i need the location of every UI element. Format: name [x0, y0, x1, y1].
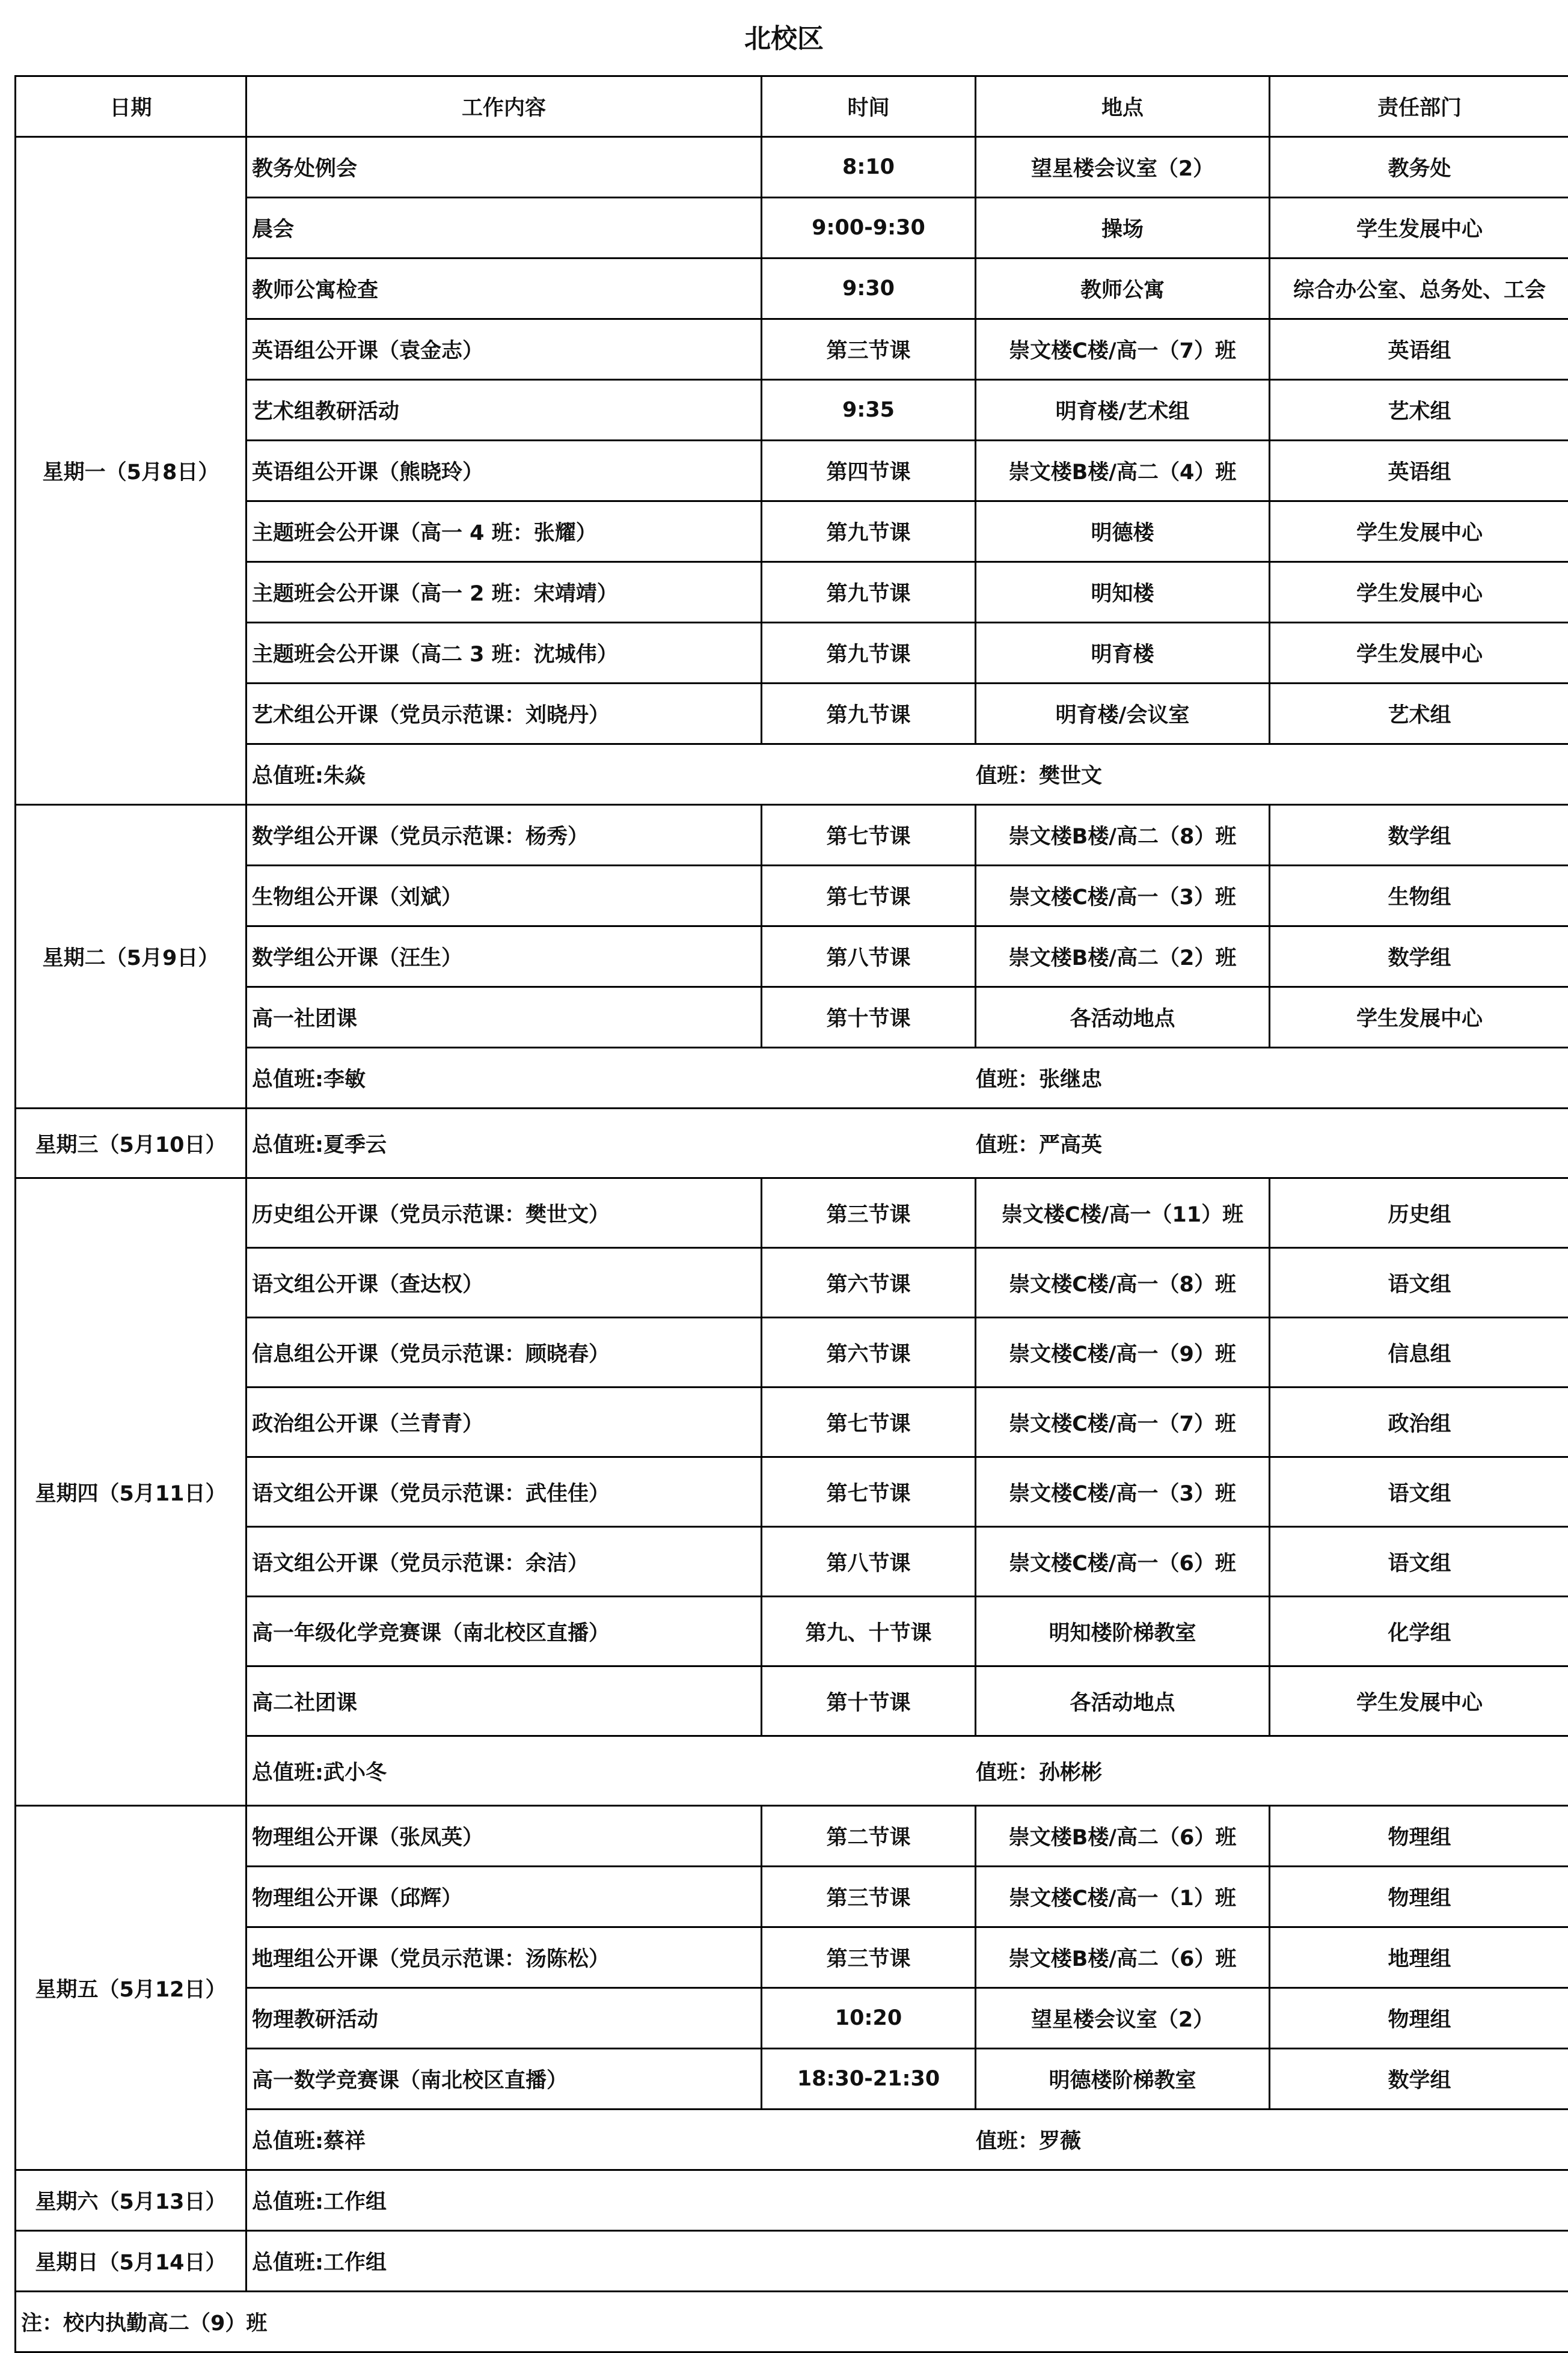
duty-cell [247, 1048, 1568, 1109]
duty-total: 总值班:李敏 [252, 1063, 976, 1093]
event-place: 崇文楼C楼/高一（9）班 [976, 1318, 1270, 1388]
event-dept: 数学组 [1270, 2049, 1568, 2110]
event-dept: 化学组 [1270, 1597, 1568, 1666]
table-row [16, 1318, 1568, 1388]
event-content: 物理组公开课（邱辉） [247, 1867, 762, 1927]
duty-total: 总值班:工作组 [252, 2246, 976, 2276]
event-place: 崇文楼C楼/高一（11）班 [976, 1178, 1270, 1248]
event-place: 崇文楼B楼/高二（6）班 [976, 1806, 1270, 1867]
event-content: 信息组公开课（党员示范课：顾晓春） [247, 1318, 762, 1388]
table-row [16, 1527, 1568, 1597]
event-time: 第七节课 [762, 866, 976, 926]
event-time: 第七节课 [762, 1388, 976, 1457]
event-content: 高一年级化学竞赛课（南北校区直播） [247, 1597, 762, 1666]
table-row [16, 987, 1568, 1048]
event-place: 各活动地点 [976, 1666, 1270, 1736]
event-dept: 综合办公室、总务处、工会 [1270, 259, 1568, 319]
event-place: 望星楼会议室（2） [976, 137, 1270, 198]
note-text: 注：校内执勤高二（9）班 [16, 2292, 1568, 2352]
duty-total: 总值班:蔡祥 [252, 2125, 976, 2155]
duty-row [16, 2231, 1568, 2292]
event-content: 教师公寓检查 [247, 259, 762, 319]
table-row [16, 805, 1568, 866]
event-time: 第九节课 [762, 501, 976, 562]
event-place: 明育楼 [976, 623, 1270, 684]
table-row [16, 259, 1568, 319]
event-content: 晨会 [247, 198, 762, 259]
header-content: 工作内容 [247, 76, 762, 137]
event-time: 18:30-21:30 [762, 2049, 976, 2110]
event-time: 第八节课 [762, 926, 976, 987]
event-place: 崇文楼C楼/高一（7）班 [976, 319, 1270, 380]
event-place: 教师公寓 [976, 259, 1270, 319]
event-place: 明知楼阶梯教室 [976, 1597, 1270, 1666]
event-place: 崇文楼C楼/高一（3）班 [976, 1457, 1270, 1527]
event-dept: 生物组 [1270, 866, 1568, 926]
event-dept: 数学组 [1270, 805, 1568, 866]
event-time: 第四节课 [762, 441, 976, 501]
event-time: 9:30 [762, 259, 976, 319]
event-place: 明德楼阶梯教室 [976, 2049, 1270, 2110]
table-row [16, 1597, 1568, 1666]
table-row [16, 623, 1568, 684]
duty-wrap [252, 2125, 1564, 2155]
event-place: 崇文楼B楼/高二（4）班 [976, 441, 1270, 501]
event-place: 崇文楼B楼/高二（8）班 [976, 805, 1270, 866]
event-dept: 地理组 [1270, 1927, 1568, 1988]
event-place: 崇文楼B楼/高二（2）班 [976, 926, 1270, 987]
table-row [16, 1927, 1568, 1988]
event-content: 主题班会公开课（高二 3 班：沈城伟） [247, 623, 762, 684]
event-time: 第三节课 [762, 1178, 976, 1248]
table-row [16, 1806, 1568, 1867]
event-content: 英语组公开课（袁金志） [247, 319, 762, 380]
event-time: 10:20 [762, 1988, 976, 2049]
day-label: 星期三（5月10日） [16, 1109, 247, 1178]
duty-person: 值班：严高英 [976, 1128, 1102, 1158]
event-dept: 学生发展中心 [1270, 623, 1568, 684]
event-content: 艺术组教研活动 [247, 380, 762, 441]
header-dept: 责任部门 [1270, 76, 1568, 137]
event-dept: 数学组 [1270, 926, 1568, 987]
event-time: 第九节课 [762, 684, 976, 744]
event-dept: 物理组 [1270, 1867, 1568, 1927]
event-content: 历史组公开课（党员示范课：樊世文） [247, 1178, 762, 1248]
event-content: 语文组公开课（党员示范课：余洁） [247, 1527, 762, 1597]
event-content: 艺术组公开课（党员示范课：刘晓丹） [247, 684, 762, 744]
event-time: 第十节课 [762, 1666, 976, 1736]
event-time: 第七节课 [762, 805, 976, 866]
event-dept: 信息组 [1270, 1318, 1568, 1388]
event-content: 地理组公开课（党员示范课：汤陈松） [247, 1927, 762, 1988]
table-row [16, 1867, 1568, 1927]
header-time: 时间 [762, 76, 976, 137]
table-row [16, 319, 1568, 380]
duty-wrap [252, 1756, 1564, 1786]
duty-cell [247, 2170, 1568, 2231]
table-row [16, 926, 1568, 987]
duty-wrap [252, 2246, 1564, 2276]
event-place: 崇文楼C楼/高一（7）班 [976, 1388, 1270, 1457]
event-place: 各活动地点 [976, 987, 1270, 1048]
duty-cell [247, 1736, 1568, 1806]
duty-cell [247, 2110, 1568, 2170]
duty-person: 值班：樊世文 [976, 759, 1102, 789]
event-place: 明育楼/会议室 [976, 684, 1270, 744]
event-dept: 物理组 [1270, 1806, 1568, 1867]
event-dept: 英语组 [1270, 319, 1568, 380]
duty-row [16, 2110, 1568, 2170]
event-dept: 语文组 [1270, 1527, 1568, 1597]
duty-total: 总值班:朱焱 [252, 759, 976, 789]
duty-total: 总值班:武小冬 [252, 1756, 976, 1786]
event-dept: 历史组 [1270, 1178, 1568, 1248]
table-row [16, 866, 1568, 926]
header-row [16, 76, 1568, 137]
event-place: 望星楼会议室（2） [976, 1988, 1270, 2049]
event-dept: 学生发展中心 [1270, 987, 1568, 1048]
event-content: 主题班会公开课（高一 4 班：张耀） [247, 501, 762, 562]
event-content: 英语组公开课（熊晓玲） [247, 441, 762, 501]
event-time: 9:35 [762, 380, 976, 441]
duty-wrap [252, 1128, 1564, 1158]
day-label: 星期六（5月13日） [16, 2170, 247, 2231]
table-row [16, 380, 1568, 441]
event-content: 高一社团课 [247, 987, 762, 1048]
day-label: 星期四（5月11日） [16, 1178, 247, 1806]
table-row [16, 1666, 1568, 1736]
duty-person: 值班：罗薇 [976, 2125, 1081, 2155]
event-content: 高一数学竞赛课（南北校区直播） [247, 2049, 762, 2110]
duty-wrap [252, 2185, 1564, 2215]
event-content: 生物组公开课（刘斌） [247, 866, 762, 926]
event-time: 第九节课 [762, 562, 976, 623]
day-label: 星期五（5月12日） [16, 1806, 247, 2170]
table-row [16, 198, 1568, 259]
event-content: 物理组公开课（张凤英） [247, 1806, 762, 1867]
event-place: 崇文楼C楼/高一（3）班 [976, 866, 1270, 926]
duty-row [16, 744, 1568, 805]
event-place: 崇文楼C楼/高一（8）班 [976, 1248, 1270, 1318]
event-time: 9:00-9:30 [762, 198, 976, 259]
event-time: 第八节课 [762, 1527, 976, 1597]
event-time: 第二节课 [762, 1806, 976, 1867]
schedule-table [14, 75, 1568, 2353]
event-time: 第三节课 [762, 1867, 976, 1927]
event-dept: 学生发展中心 [1270, 1666, 1568, 1736]
event-time: 第三节课 [762, 1927, 976, 1988]
table-row [16, 1457, 1568, 1527]
duty-person: 值班：孙彬彬 [976, 1756, 1102, 1786]
table-row [16, 2049, 1568, 2110]
duty-cell [247, 2231, 1568, 2292]
table-row [16, 501, 1568, 562]
event-time: 第六节课 [762, 1248, 976, 1318]
event-place: 崇文楼C楼/高一（6）班 [976, 1527, 1270, 1597]
table-row [16, 1988, 1568, 2049]
event-dept: 艺术组 [1270, 684, 1568, 744]
event-time: 8:10 [762, 137, 976, 198]
event-dept: 教务处 [1270, 137, 1568, 198]
table-row [16, 1178, 1568, 1248]
event-content: 教务处例会 [247, 137, 762, 198]
schedule-body [16, 137, 1568, 2352]
header-date: 日期 [16, 76, 247, 137]
event-time: 第九节课 [762, 623, 976, 684]
duty-row [16, 2170, 1568, 2231]
event-time: 第九、十节课 [762, 1597, 976, 1666]
table-row [16, 1248, 1568, 1318]
event-content: 主题班会公开课（高一 2 班：宋靖靖） [247, 562, 762, 623]
event-content: 语文组公开课（查达权） [247, 1248, 762, 1318]
event-place: 崇文楼C楼/高一（1）班 [976, 1867, 1270, 1927]
duty-total: 总值班:工作组 [252, 2185, 976, 2215]
duty-row [16, 1736, 1568, 1806]
event-dept: 语文组 [1270, 1248, 1568, 1318]
event-place: 明育楼/艺术组 [976, 380, 1270, 441]
day-label: 星期二（5月9日） [16, 805, 247, 1109]
event-time: 第十节课 [762, 987, 976, 1048]
event-place: 崇文楼B楼/高二（6）班 [976, 1927, 1270, 1988]
table-row [16, 441, 1568, 501]
event-content: 物理教研活动 [247, 1988, 762, 2049]
note-row [16, 2292, 1568, 2352]
event-dept: 艺术组 [1270, 380, 1568, 441]
event-time: 第六节课 [762, 1318, 976, 1388]
event-dept: 语文组 [1270, 1457, 1568, 1527]
event-content: 数学组公开课（党员示范课：杨秀） [247, 805, 762, 866]
page-title: 北校区 [0, 0, 1568, 75]
event-dept: 物理组 [1270, 1988, 1568, 2049]
duty-wrap [252, 759, 1564, 789]
table-row [16, 137, 1568, 198]
table-row [16, 562, 1568, 623]
duty-cell [247, 1109, 1568, 1178]
event-dept: 英语组 [1270, 441, 1568, 501]
table-row [16, 1388, 1568, 1457]
duty-row [16, 1048, 1568, 1109]
event-content: 高二社团课 [247, 1666, 762, 1736]
duty-total: 总值班:夏季云 [252, 1128, 976, 1158]
event-content: 语文组公开课（党员示范课：武佳佳） [247, 1457, 762, 1527]
event-place: 明知楼 [976, 562, 1270, 623]
event-time: 第三节课 [762, 319, 976, 380]
day-label: 星期日（5月14日） [16, 2231, 247, 2292]
event-content: 政治组公开课（兰青青） [247, 1388, 762, 1457]
day-label: 星期一（5月8日） [16, 137, 247, 805]
event-dept: 学生发展中心 [1270, 198, 1568, 259]
table-row [16, 684, 1568, 744]
event-time: 第七节课 [762, 1457, 976, 1527]
duty-person: 值班：张继忠 [976, 1063, 1102, 1093]
duty-cell [247, 744, 1568, 805]
event-dept: 学生发展中心 [1270, 501, 1568, 562]
event-place: 明德楼 [976, 501, 1270, 562]
event-dept: 政治组 [1270, 1388, 1568, 1457]
duty-wrap [252, 1063, 1564, 1093]
event-dept: 学生发展中心 [1270, 562, 1568, 623]
event-place: 操场 [976, 198, 1270, 259]
header-place: 地点 [976, 76, 1270, 137]
event-content: 数学组公开课（汪生） [247, 926, 762, 987]
duty-row [16, 1109, 1568, 1178]
